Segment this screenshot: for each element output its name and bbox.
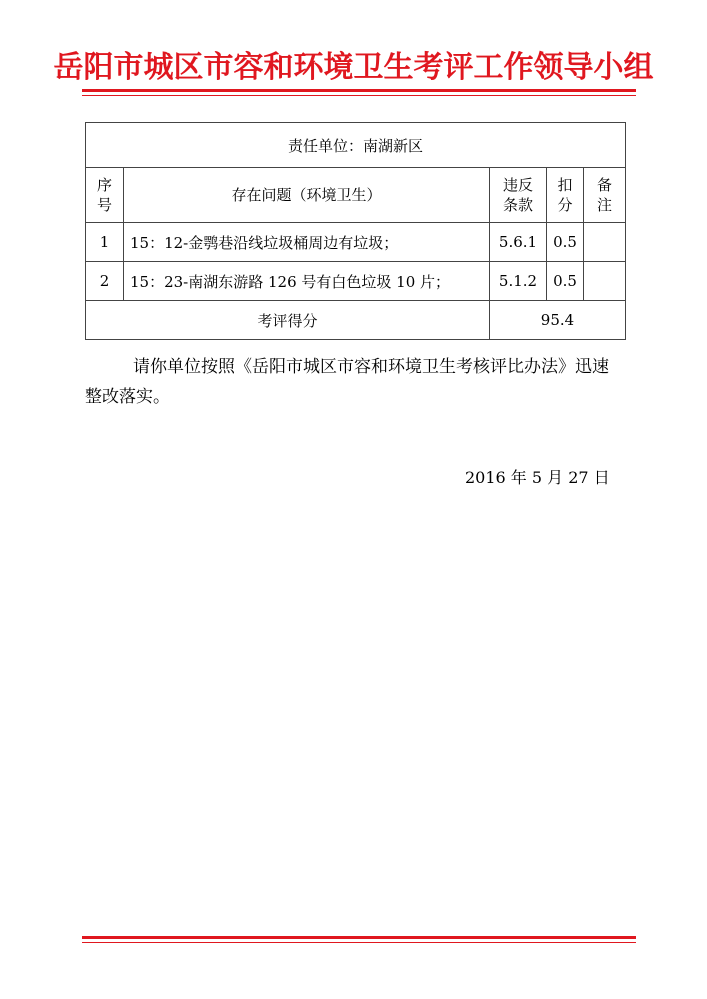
row-deduct: 0.5 — [547, 262, 584, 301]
document-title: 岳阳市城区市容和环境卫生考评工作领导小组 — [53, 50, 654, 85]
unit-label: 责任单位： — [287, 136, 363, 155]
col-header-clause-line2: 条款 — [502, 196, 533, 214]
header-rule-thin — [82, 95, 636, 96]
score-row — [86, 301, 626, 340]
score-value: 95.4 — [490, 301, 626, 340]
row-note — [584, 223, 626, 262]
instruction-paragraph — [85, 352, 625, 412]
col-header-deduct-line2: 分 — [557, 196, 573, 214]
col-header-note-line2: 注 — [597, 196, 613, 214]
footer-rule-thick — [82, 936, 636, 939]
col-header-seq-line2: 号 — [96, 196, 112, 214]
col-header-clause — [490, 168, 547, 223]
row-issue: 15：12-金鹗巷沿线垃圾桶周边有垃圾； — [124, 223, 490, 262]
col-header-clause-line1: 违反 — [502, 176, 533, 194]
header-rule-thick — [82, 89, 636, 92]
issues-table — [85, 122, 626, 340]
issue-date: 2016 年 5 月 27 日 — [465, 468, 610, 487]
row-deduct: 0.5 — [547, 223, 584, 262]
col-header-deduct-line1: 扣 — [557, 176, 573, 194]
row-seq: 1 — [86, 223, 124, 262]
col-header-seq-line1: 序 — [96, 176, 112, 194]
table-row — [86, 223, 626, 262]
col-header-deduct — [547, 168, 584, 223]
score-label: 考评得分 — [86, 301, 490, 340]
instruction-text: 请你单位按照《岳阳市城区市容和环境卫生考核评比办法》迅速整改落实。 — [85, 357, 609, 407]
unit-row — [86, 123, 626, 168]
col-header-note — [584, 168, 626, 223]
row-note — [584, 262, 626, 301]
unit-cell — [86, 123, 626, 168]
col-header-issue: 存在问题（环境卫生） — [124, 168, 490, 223]
row-issue: 15：23-南湖东游路 126 号有白色垃圾 10 片； — [124, 262, 490, 301]
table-row — [86, 262, 626, 301]
footer-rule-thin — [82, 942, 636, 943]
unit-name: 南湖新区 — [363, 136, 424, 155]
header-row — [86, 168, 626, 223]
row-seq: 2 — [86, 262, 124, 301]
col-header-seq — [86, 168, 124, 223]
row-clause: 5.6.1 — [490, 223, 547, 262]
col-header-note-line1: 备 — [597, 176, 613, 194]
row-clause: 5.1.2 — [490, 262, 547, 301]
